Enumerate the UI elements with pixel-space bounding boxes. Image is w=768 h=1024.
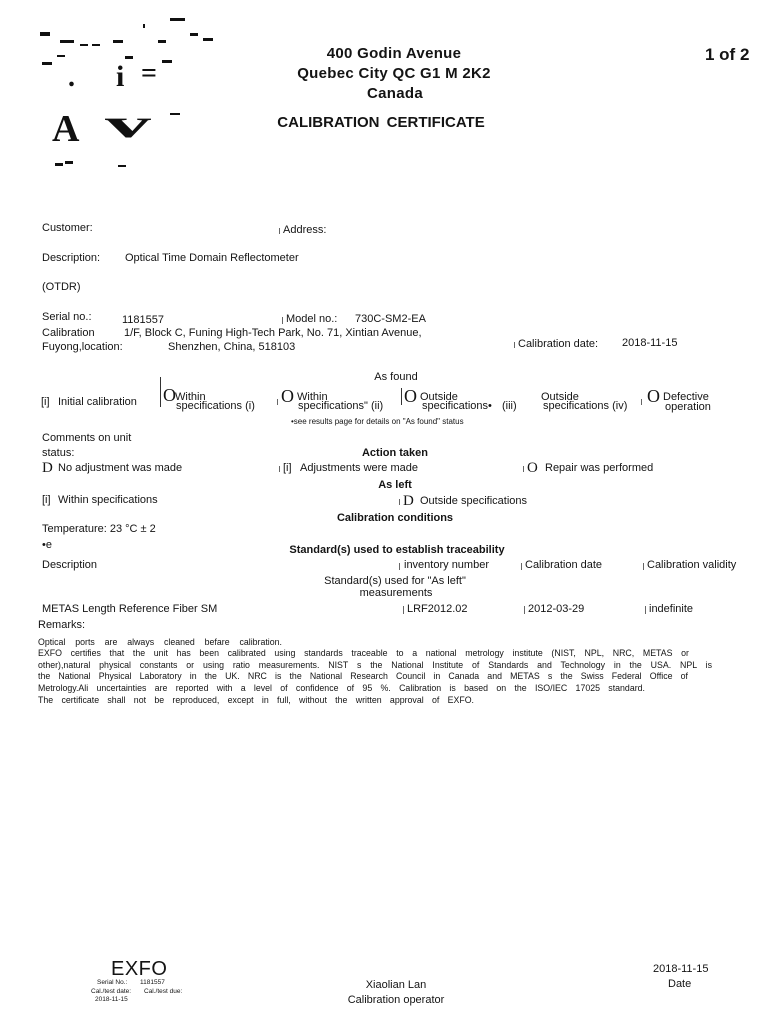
comments-label-cont: status:: [42, 447, 75, 459]
radio-mark: O: [404, 386, 417, 406]
logo-mark: [203, 38, 213, 41]
option-label: specifications" (ii): [298, 400, 384, 412]
traceability-heading: Standard(s) used to establish traceability: [289, 544, 505, 556]
model-label: Model no.:: [286, 313, 338, 325]
column-separator: [643, 563, 644, 570]
as-left-standards-subheading-cont: measurements: [359, 587, 433, 599]
logo-glyph: A: [52, 108, 80, 150]
logo-mark: [80, 44, 88, 46]
logo-glyph: .: [68, 62, 75, 93]
column-separator: [524, 606, 525, 614]
option-label: Outside: [541, 391, 579, 403]
remarks-text-line: other),natural physical constants or using ratio measurements. NIST s the National Institute of Standards and Technology in the USA. NPL is: [38, 660, 712, 670]
temperature-value: Temperature: 23 °C ± 2: [42, 523, 156, 535]
option-label: Outside: [420, 391, 458, 403]
logo-mark: [65, 161, 73, 164]
logo-mark: [143, 24, 145, 28]
logo-mark: [118, 165, 126, 167]
customer-label: Customer:: [42, 222, 93, 234]
remarks-text-line: Metrology.Ali uncertainties are reported with a level of confidence of 95 %. Calibration is based on the ISO/IEC 17025 standard.: [38, 683, 645, 693]
logo-mark: [40, 32, 50, 36]
calibration-location-value-cont: Shenzhen, China, 518103: [168, 341, 296, 353]
option-label: Within: [297, 391, 328, 403]
option-label: (iii): [502, 400, 517, 412]
action-option-label: Repair was performed: [545, 462, 654, 474]
calibration-date-label: Calibration date:: [518, 338, 599, 350]
checkbox-mark: D: [403, 493, 414, 509]
description-label: Description:: [42, 252, 101, 264]
logo-glyph: i: [116, 60, 125, 93]
column-separator: [399, 563, 400, 570]
table-column-header: Description: [42, 559, 98, 571]
logo-mark: [158, 40, 166, 43]
logo-mark: [55, 163, 63, 166]
as-left-standards-subheading: Standard(s) used for "As left": [324, 575, 466, 587]
address-label: Address:: [283, 224, 327, 236]
description-continued: (OTDR): [42, 281, 81, 293]
table-cell: METAS Length Reference Fiber SM: [42, 603, 218, 615]
logo-glyph: =: [141, 58, 157, 89]
option-label: specifications•: [422, 400, 492, 412]
calibration-date-value: 2018-11-15: [622, 337, 678, 349]
logo-mark: [60, 40, 74, 43]
company-address-country: Canada: [367, 85, 423, 102]
serial-label: Serial no.:: [42, 311, 92, 323]
company-address-street: 400 Godin Avenue: [326, 45, 462, 62]
logo-mark: [92, 44, 100, 46]
logo-glyph: v: [105, 101, 151, 146]
footer-logo: EXFO: [111, 958, 168, 980]
column-separator: [403, 606, 404, 614]
radio-mark: O: [163, 385, 176, 405]
radio-mark: O: [281, 386, 294, 406]
calibration-conditions-heading: Calibration conditions: [336, 512, 454, 524]
checkbox-mark: [i]: [283, 462, 292, 474]
company-address-city: Quebec City QC G1 M 2K2: [297, 65, 491, 82]
table-column-header: Calibration validity: [647, 559, 737, 571]
as-found-footnote: •see results page for details on "As found" status: [291, 417, 464, 426]
field-tick: [279, 228, 280, 234]
field-tick: [277, 399, 278, 405]
temperature-continued: •e: [42, 539, 52, 551]
separator-line: [160, 377, 161, 407]
signature-date-label: Date: [668, 978, 692, 990]
option-label: operation: [665, 401, 711, 413]
initial-calibration-label: Initial calibration: [58, 396, 137, 408]
remarks-text-line: The certificate shall not be reproduced, except in full, without the written approval of EXFO.: [38, 695, 474, 705]
field-tick: [279, 466, 280, 472]
calibration-location-label-cont: Fuyong,location:: [42, 341, 123, 353]
comments-label: Comments on unit: [42, 432, 132, 444]
signature-date-value: 2018-11-15: [653, 963, 709, 975]
as-left-option-label: Outside specifications: [420, 495, 527, 507]
page-number: 1 of 2: [705, 45, 750, 64]
field-tick: [282, 317, 283, 324]
table-column-header: inventory number: [404, 559, 489, 571]
description-value: Optical Time Domain Reflectometer: [125, 252, 299, 264]
checkbox-mark: [i]: [41, 396, 50, 408]
logo-mark: [113, 40, 123, 43]
footer-serial-value: 1181557: [140, 979, 165, 986]
remarks-text-line: the National Physical Laboratory in the UK. NRC is the National Research Council in Canada and METAS s the Swiss Federal Office of: [38, 671, 688, 681]
table-cell: LRF2012.02: [407, 603, 468, 615]
table-cell: 2012-03-29: [528, 603, 585, 615]
document-title: CALIBRATION CERTIFICATE: [277, 114, 485, 131]
action-option-label: Adjustments were made: [300, 462, 418, 474]
radio-mark: O: [527, 460, 538, 476]
remarks-text-line: Optical ports are always cleaned befare calibration.: [38, 637, 282, 647]
remarks-text-line: EXFO certifies that the unit has been calibrated using standards traceable to a national metrology institute (NIST, NPL, NRC, METAS or: [38, 648, 689, 658]
logo-mark: [190, 33, 198, 36]
operator-name: Xiaolian Lan: [365, 979, 427, 991]
separator-line: [401, 388, 402, 405]
logo-mark: [162, 60, 172, 63]
remarks-label: Remarks:: [38, 619, 86, 631]
option-label: Defective: [663, 391, 709, 403]
logo-mark: [57, 55, 65, 57]
column-separator: [521, 563, 522, 570]
calibration-location-value: 1/F, Block C, Funing High-Tech Park, No. 71, Xintian Avenue,: [124, 327, 422, 339]
footer-serial-label: Serial No.:: [97, 979, 128, 986]
checkbox-mark: [i]: [42, 494, 51, 506]
option-label: specifications (iv): [543, 400, 628, 412]
table-column-header: Calibration date: [525, 559, 603, 571]
checkbox-mark: D: [42, 460, 53, 476]
field-tick: [641, 399, 642, 405]
logo-mark: [125, 56, 133, 59]
action-option-label: No adjustment was made: [58, 462, 183, 474]
operator-label: Calibration operator: [347, 994, 445, 1006]
field-tick: [514, 342, 515, 348]
field-tick: [399, 499, 400, 505]
logo-mark: [170, 18, 185, 21]
logo-mark: [170, 113, 180, 115]
footer-cal-date-value: 2018-11-15: [95, 996, 128, 1003]
footer-cal-date-label: Cal./test date:: [91, 988, 132, 995]
as-left-heading: As left: [378, 479, 412, 491]
option-label: Within: [175, 391, 206, 403]
serial-value: 1181557: [122, 314, 165, 326]
action-taken-heading: Action taken: [361, 447, 429, 459]
as-found-heading: As found: [374, 371, 418, 383]
as-left-option-label: Within specifications: [58, 494, 158, 506]
model-value: 730C-SM2-EA: [355, 313, 426, 325]
logo-mark: [42, 62, 52, 65]
calibration-location-label: Calibration: [42, 327, 95, 339]
footer-cal-due-label: Cal./test due:: [144, 988, 183, 995]
option-label: specifications (i): [176, 400, 255, 412]
table-cell: indefinite: [649, 603, 694, 615]
column-separator: [645, 606, 646, 614]
radio-mark: O: [647, 386, 660, 406]
field-tick: [523, 466, 524, 472]
